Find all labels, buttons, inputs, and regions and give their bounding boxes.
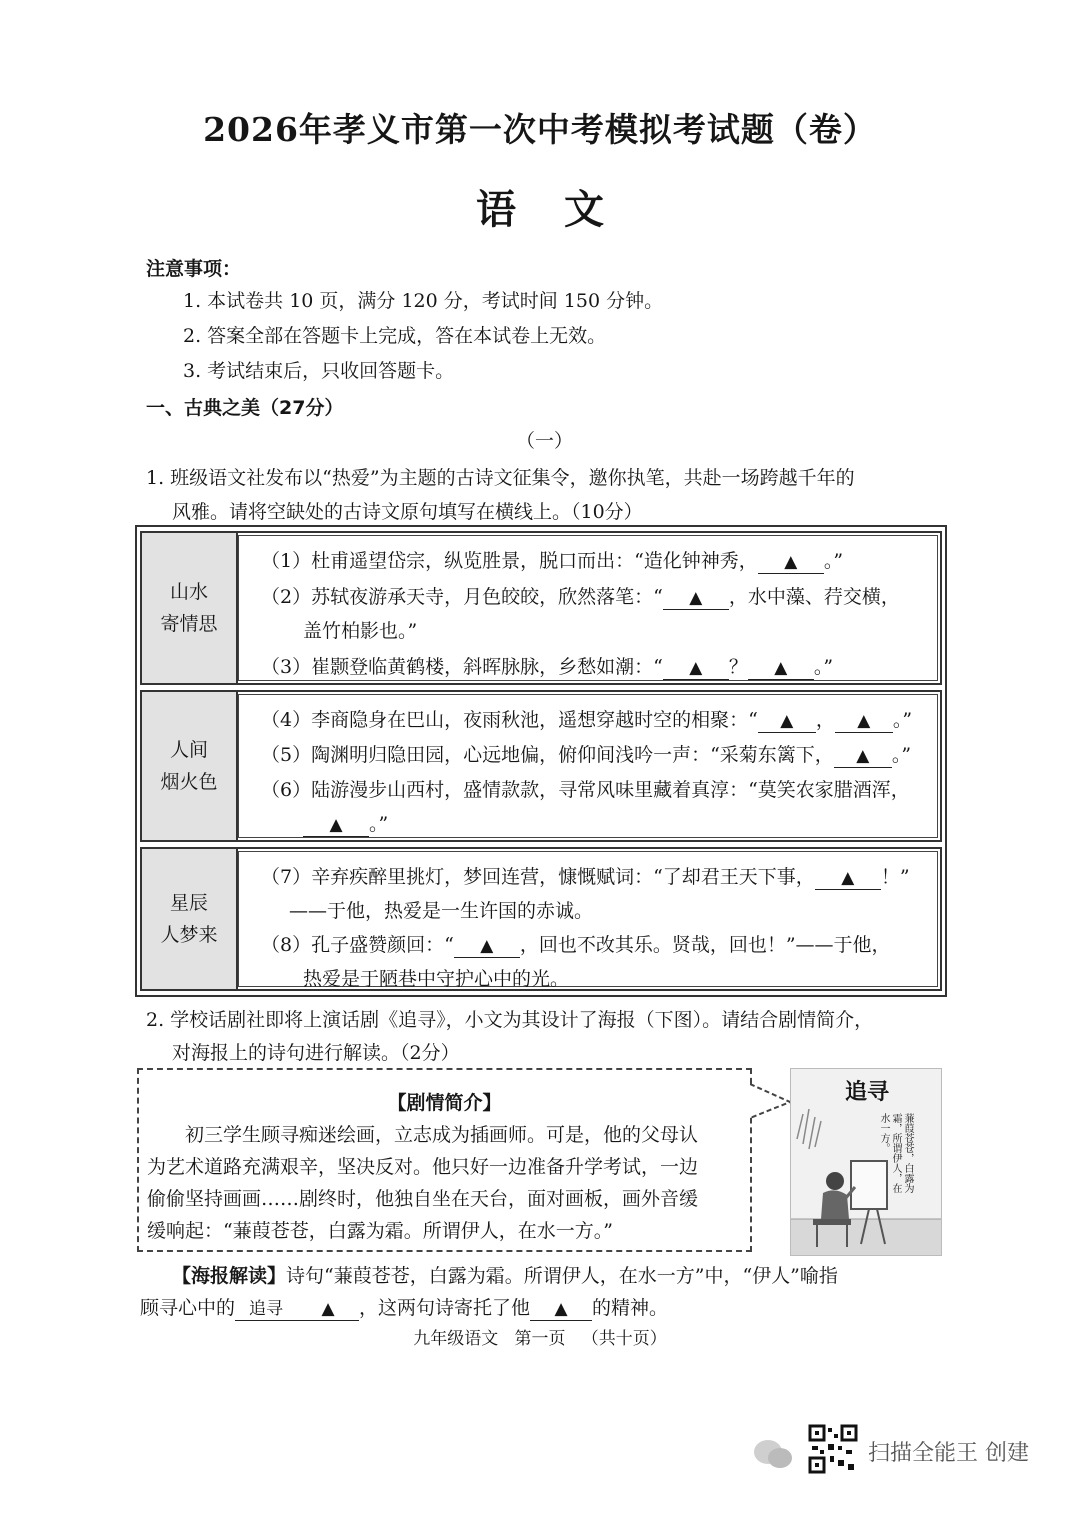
- answer-blank[interactable]: ▲: [297, 1298, 359, 1321]
- subject-title: 语文: [476, 186, 652, 233]
- interpretation-line-1: 【海报解读】诗句“蒹葭苍苍，白露为霜。所谓伊人，在水一方”中，“伊人”喻指: [172, 1265, 838, 1287]
- notice-item-3: 3. 考试结束后，只收回答题卡。: [183, 360, 455, 382]
- part-heading: 一、古典之美（27分）: [146, 397, 344, 419]
- answer-blank[interactable]: ▲: [454, 935, 520, 958]
- answer-blank[interactable]: ▲: [758, 710, 816, 733]
- qr-code-icon: [808, 1424, 858, 1474]
- item-3-text: （3）崔颢登临黄鹤楼，斜晖脉脉，乡愁如潮：“: [261, 656, 663, 678]
- item-7-note: ——于他，热爱是一生许国的赤诚。: [289, 900, 594, 922]
- question-2-line-1: 2. 学校话剧社即将上演话剧《追寻》，小文为其设计了海报（下图）。请结合剧情简介，: [146, 1009, 874, 1031]
- part-sub-heading: （一）: [516, 430, 574, 452]
- section-mountain: [140, 531, 942, 685]
- section-stars: [140, 847, 942, 991]
- answer-blank[interactable]: ▲: [530, 1298, 592, 1321]
- item-8-continued: 热爱是于陋巷中守护心中的光。: [303, 968, 570, 990]
- item-1-text: （1）杜甫遥望岱宗，纵览胜景，脱口而出：“造化钟神秀，: [261, 550, 758, 572]
- section-content: （1）杜甫遥望岱宗，纵览胜景，脱口而出：“造化钟神秀， ▲ 。” （2）苏轼夜游承天寺，月色皎皎，欣然落笔：“ ▲ ，水中藻、荇交横， 盖竹柏影也。” （3）崔颢登临黄鹤楼，斜晖脉脉，乡愁如潮：“ ▲ ？ ▲ 。”: [238, 535, 938, 681]
- synopsis-title: 【剧情简介】: [387, 1092, 502, 1114]
- section-content: （4）李商隐身在巴山，夜雨秋池，遥想穿越时空的相聚：“ ▲ ， ▲ 。” （5）陶渊明归隐田园，心远地偏，俯仰间浅吟一声：“采菊东篱下， ▲ 。” （6）陆游漫步山西村，盛情款款，寻常风味里藏着真淳：“莫笑农家腊酒浑， ▲ 。”: [238, 694, 938, 838]
- callout-pointer: [750, 1082, 792, 1122]
- synopsis-line: 初三学生顾寻痴迷绘画，立志成为插画师。可是，他的父母认: [185, 1124, 699, 1146]
- answer-blank[interactable]: ▲: [834, 745, 892, 768]
- answer-blank[interactable]: ▲: [758, 551, 824, 574]
- item-5-text: （5）陶渊明归隐田园，心远地偏，俯仰间浅吟一声：“采菊东篱下，: [261, 744, 834, 766]
- poem-fill-table: [135, 525, 947, 997]
- answer-blank[interactable]: ▲: [663, 657, 729, 680]
- question-2-line-2: 对海报上的诗句进行解读。（2分）: [172, 1042, 460, 1064]
- poster-image: [790, 1068, 942, 1256]
- poster-poem: 蒹葭苍苍，白露为霜，所谓伊人，在水一方。: [878, 1113, 913, 1193]
- section-daily-life: [140, 690, 942, 842]
- poster-title: 追寻: [844, 1080, 889, 1105]
- question-1-line-1: 1. 班级语文社发布以“热爱”为主题的古诗文征集令，邀你执笔，共赴一场跨越千年的: [146, 467, 855, 489]
- section-label: 山水 寄情思: [142, 533, 238, 683]
- answer-blank[interactable]: 追寻: [235, 1298, 297, 1321]
- item-2-text: （2）苏轼夜游承天寺，月色皎皎，欣然落笔：“: [261, 586, 663, 608]
- wechat-icon: [752, 1436, 794, 1474]
- notice-heading: 注意事项：: [146, 258, 242, 280]
- item-8-text: （8）孔子盛赞颜回：“: [261, 934, 454, 956]
- answer-blank[interactable]: ▲: [815, 867, 881, 890]
- item-6-text: （6）陆游漫步山西村，盛情款款，寻常风味里藏着真淳：“莫笑农家腊酒浑，: [261, 779, 910, 801]
- answer-blank[interactable]: ▲: [303, 814, 369, 837]
- synopsis-line: 为艺术道路充满艰辛，坚决反对。他只好一边准备升学考试，一边: [147, 1156, 699, 1178]
- poster-illustration: [791, 1069, 942, 1256]
- item-4-text: （4）李商隐身在巴山，夜雨秋池，遥想穿越时空的相聚：“: [261, 709, 758, 731]
- watermark-text: 扫描全能王 创建: [868, 1441, 1029, 1466]
- section-label: 星辰 人梦来: [142, 849, 238, 989]
- synopsis-callout: [137, 1068, 752, 1252]
- interpretation-line-2: 顾寻心中的 追寻 ▲ ，这两句诗寄托了他 ▲ 的精神。: [140, 1297, 669, 1319]
- notice-item-2: 2. 答案全部在答题卡上完成，答在本试卷上无效。: [183, 325, 607, 347]
- exam-title: 2026年孝义市第一次中考模拟考试题（卷）: [203, 110, 877, 149]
- answer-blank[interactable]: ▲: [663, 587, 729, 610]
- question-1-line-2: 风雅。请将空缺处的古诗文原句填写在横线上。（10分）: [172, 501, 643, 523]
- item-7-text: （7）辛弃疾醉里挑灯，梦回连营，慷慨赋词：“了却君王天下事，: [261, 866, 815, 888]
- synopsis-line: 缓响起：“蒹葭苍苍，白露为霜。所谓伊人，在水一方。”: [147, 1220, 613, 1242]
- answer-blank[interactable]: ▲: [835, 710, 893, 733]
- notice-item-1: 1. 本试卷共 10 页，满分 120 分，考试时间 150 分钟。: [183, 290, 664, 312]
- page-footer: 九年级语文 第一页 （共十页）: [413, 1329, 667, 1349]
- section-content: （7）辛弃疾醉里挑灯，梦回连营，慷慨赋词：“了却君王天下事， ▲ ！” ——于他，热爱是一生许国的赤诚。 （8）孔子盛赞颜回：“ ▲ ，回也不改其乐。贤哉，回也！”——于他， 热爱是于陋巷中守护心中的光。: [238, 851, 938, 987]
- section-label: 人间 烟火色: [142, 692, 238, 840]
- item-2-continued: 盖竹柏影也。”: [303, 620, 418, 642]
- answer-blank[interactable]: ▲: [748, 657, 814, 680]
- synopsis-line: 偷偷坚持画画……剧终时，他独自坐在天台，面对画板，画外音缓: [147, 1188, 699, 1210]
